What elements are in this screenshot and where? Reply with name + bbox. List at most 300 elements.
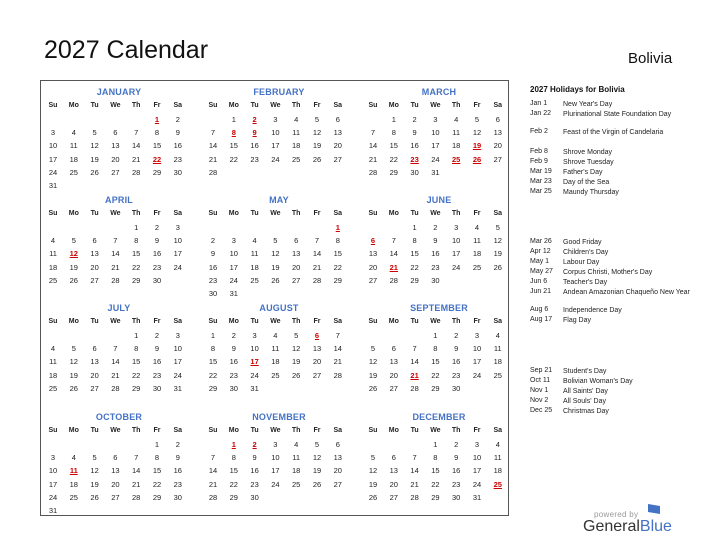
day-cell: 30	[208, 289, 218, 298]
day-cell: 27	[493, 154, 502, 164]
day-cell: 15	[132, 249, 141, 259]
day-cell: 1	[154, 440, 160, 449]
weekday-header: Th	[131, 210, 141, 217]
weekday-header: We	[430, 318, 441, 325]
day-cell: 16	[410, 141, 419, 151]
day-cell: 26	[312, 479, 322, 489]
day-cell: 15	[333, 249, 342, 259]
day-cell: 25	[48, 275, 58, 285]
holiday-date: Feb 2	[530, 128, 548, 135]
day-cell: 16	[250, 141, 259, 151]
day-cell: 7	[134, 128, 139, 138]
weekday-header: Su	[208, 427, 218, 434]
weekday-header: Fr	[313, 318, 321, 325]
day-cell: 17	[271, 466, 280, 476]
day-cell: 23	[452, 370, 461, 380]
day-cell: 12	[472, 128, 482, 138]
day-cell: 17	[431, 141, 440, 151]
day-cell: 14	[132, 466, 141, 476]
weekday-header: Th	[291, 210, 301, 217]
day-cell: 24	[271, 154, 280, 164]
weekday-header: Tu	[410, 318, 419, 325]
day-cell: 5	[273, 236, 278, 246]
weekday-header: Fr	[153, 102, 161, 109]
holiday-day-cell: 19	[472, 141, 482, 151]
holiday-name: Shrove Tuesday	[563, 159, 614, 166]
day-cell: 31	[48, 506, 58, 515]
day-cell: 30	[173, 167, 182, 177]
day-cell: 14	[132, 141, 141, 151]
month-name: SEPTEMBER	[410, 303, 468, 313]
day-cell: 13	[493, 128, 502, 138]
day-cell: 4	[495, 331, 500, 340]
day-cell: 10	[271, 453, 280, 463]
day-cell: 10	[431, 128, 440, 138]
weekday-header: Su	[368, 318, 378, 325]
day-cell: 22	[229, 479, 238, 489]
day-cell: 6	[391, 344, 396, 354]
weekday-header: We	[270, 210, 281, 217]
day-cell: 21	[111, 262, 120, 272]
day-cell: 20	[333, 466, 342, 476]
day-cell: 7	[314, 236, 320, 246]
holiday-day-cell: 21	[389, 262, 398, 272]
day-cell: 9	[154, 344, 160, 354]
day-cell: 17	[452, 249, 461, 259]
holiday-day-cell: 12	[69, 249, 78, 259]
weekday-header: Mo	[228, 102, 239, 109]
holiday-day-cell: 2	[252, 440, 257, 449]
day-cell: 19	[90, 479, 99, 489]
day-cell: 3	[474, 331, 480, 340]
weekday-header: Th	[451, 102, 461, 109]
holiday-date: Jan 1	[530, 100, 548, 107]
day-cell: 13	[368, 249, 378, 259]
day-cell: 1	[210, 331, 216, 340]
day-cell: 31	[431, 167, 440, 177]
day-cell: 7	[113, 236, 118, 246]
month-name: NOVEMBER	[252, 412, 306, 422]
day-cell: 29	[208, 383, 218, 393]
day-cell: 17	[48, 479, 58, 489]
day-cell: 24	[472, 370, 482, 380]
holiday-date: Aug 17	[530, 316, 553, 323]
day-cell: 7	[370, 128, 376, 138]
holiday-date: Nov 2	[530, 397, 549, 404]
weekday-header: Tu	[90, 427, 99, 434]
day-cell: 17	[472, 357, 482, 367]
weekday-header: Fr	[313, 210, 321, 217]
day-cell: 8	[433, 453, 438, 463]
weekday-header: Fr	[153, 427, 161, 434]
day-cell: 30	[229, 383, 238, 393]
holiday-day-cell: 25	[452, 154, 461, 164]
day-cell: 3	[50, 453, 56, 463]
weekday-header: Sa	[333, 427, 343, 434]
day-cell: 19	[493, 249, 502, 259]
weekday-header: Mo	[388, 102, 399, 109]
day-cell: 20	[292, 262, 301, 272]
day-cell: 13	[312, 344, 322, 354]
day-cell: 5	[370, 453, 376, 463]
day-cell: 29	[132, 275, 141, 285]
day-cell: 17	[271, 141, 280, 151]
day-cell: 14	[208, 466, 218, 476]
day-cell: 19	[368, 479, 378, 489]
day-cell: 8	[433, 344, 438, 354]
day-cell: 4	[71, 128, 76, 138]
day-cell: 27	[292, 275, 301, 285]
day-cell: 21	[312, 262, 322, 272]
day-cell: 19	[271, 262, 280, 272]
day-cell: 10	[472, 453, 482, 463]
weekday-header: Su	[368, 427, 378, 434]
day-cell: 2	[433, 223, 438, 232]
holiday-date: May 27	[530, 268, 553, 275]
day-cell: 5	[314, 115, 320, 124]
day-cell: 4	[252, 236, 257, 246]
day-cell: 11	[452, 128, 461, 138]
day-cell: 10	[48, 141, 58, 151]
day-cell: 22	[431, 479, 440, 489]
day-cell: 1	[412, 223, 417, 232]
brand-logo[interactable]	[583, 518, 672, 536]
page-title: 2027 Calendar	[44, 36, 209, 64]
day-cell: 26	[368, 383, 378, 393]
day-cell: 15	[431, 357, 440, 367]
day-cell: 16	[431, 249, 440, 259]
weekday-header: Su	[368, 210, 378, 217]
day-cell: 28	[132, 492, 141, 502]
holiday-day-cell: 21	[410, 370, 419, 380]
day-cell: 16	[152, 249, 162, 259]
day-cell: 30	[152, 275, 162, 285]
holiday-date: Jun 21	[530, 288, 552, 295]
holiday-name: Labour Day	[563, 259, 600, 266]
day-cell: 15	[410, 249, 419, 259]
day-cell: 12	[90, 466, 99, 476]
day-cell: 24	[271, 479, 280, 489]
day-cell: 11	[250, 249, 259, 259]
weekday-header: Th	[291, 102, 301, 109]
weekday-header: Th	[131, 427, 141, 434]
day-cell: 11	[292, 128, 301, 138]
day-cell: 9	[252, 453, 257, 463]
day-cell: 18	[452, 141, 461, 151]
day-cell: 4	[273, 331, 278, 340]
day-cell: 6	[113, 128, 118, 138]
weekday-header: Sa	[493, 427, 503, 434]
holiday-name: Independence Day	[563, 307, 622, 314]
day-cell: 8	[210, 344, 216, 354]
day-cell: 22	[333, 262, 342, 272]
day-cell: 28	[410, 383, 419, 393]
day-cell: 4	[71, 453, 76, 463]
day-cell: 29	[410, 275, 419, 285]
day-cell: 28	[410, 492, 419, 502]
day-cell: 23	[173, 154, 182, 164]
day-cell: 8	[134, 236, 139, 246]
holiday-name: Bolivian Woman's Day	[563, 378, 633, 385]
day-cell: 31	[472, 492, 482, 502]
day-cell: 7	[210, 128, 216, 138]
holiday-day-cell: 6	[314, 331, 320, 340]
day-cell: 28	[111, 383, 120, 393]
day-cell: 11	[69, 141, 78, 151]
weekday-header: We	[430, 102, 441, 109]
day-cell: 5	[495, 223, 500, 232]
holiday-name: Teacher's Day	[563, 279, 608, 286]
month-name: DECEMBER	[412, 412, 466, 422]
day-cell: 22	[208, 370, 218, 380]
day-cell: 16	[173, 141, 182, 151]
weekday-header: Th	[451, 318, 461, 325]
day-cell: 21	[208, 479, 218, 489]
day-cell: 6	[113, 453, 118, 463]
day-cell: 2	[454, 440, 459, 449]
day-cell: 29	[152, 492, 162, 502]
day-cell: 14	[410, 357, 419, 367]
day-cell: 20	[389, 370, 398, 380]
holiday-day-cell: 23	[410, 154, 419, 164]
weekday-header: Tu	[90, 102, 99, 109]
weekday-header: Sa	[173, 427, 183, 434]
day-cell: 2	[175, 115, 180, 124]
weekday-header: Fr	[313, 102, 321, 109]
day-cell: 27	[90, 275, 99, 285]
day-cell: 14	[312, 249, 322, 259]
holiday-name: Flag Day	[563, 317, 592, 324]
day-cell: 15	[132, 357, 141, 367]
day-cell: 26	[292, 370, 301, 380]
day-cell: 7	[412, 453, 417, 463]
day-cell: 5	[314, 440, 320, 449]
holiday-date: Mar 23	[530, 178, 552, 185]
day-cell: 29	[431, 383, 440, 393]
weekday-header: Mo	[388, 427, 399, 434]
day-cell: 13	[90, 357, 99, 367]
day-cell: 18	[493, 357, 502, 367]
day-cell: 18	[250, 262, 259, 272]
weekday-header: Fr	[313, 427, 321, 434]
day-cell: 16	[208, 262, 218, 272]
day-cell: 27	[333, 479, 342, 489]
weekday-header: Su	[48, 427, 58, 434]
holiday-date: Aug 6	[530, 306, 549, 313]
weekday-header: Tu	[250, 102, 259, 109]
day-cell: 12	[69, 357, 78, 367]
day-cell: 14	[111, 249, 120, 259]
holiday-name: Christmas Day	[563, 408, 609, 415]
day-cell: 24	[229, 275, 238, 285]
day-cell: 21	[410, 479, 419, 489]
day-cell: 26	[69, 275, 78, 285]
day-cell: 9	[175, 128, 180, 138]
day-cell: 23	[431, 262, 440, 272]
weekday-header: Tu	[410, 427, 419, 434]
holiday-day-cell: 11	[69, 466, 78, 476]
day-cell: 18	[48, 262, 58, 272]
day-cell: 3	[454, 223, 459, 232]
holiday-name: New Year's Day	[563, 101, 613, 108]
day-cell: 10	[250, 344, 259, 354]
month-name: JANUARY	[96, 87, 142, 97]
weekday-header: Su	[208, 318, 218, 325]
day-cell: 7	[113, 344, 118, 354]
weekday-header: Su	[48, 102, 58, 109]
weekday-header: Sa	[333, 318, 343, 325]
day-cell: 7	[335, 331, 340, 340]
day-cell: 6	[335, 440, 340, 449]
holiday-name: Father's Day	[563, 169, 603, 176]
day-cell: 27	[90, 383, 99, 393]
day-cell: 2	[454, 331, 459, 340]
day-cell: 3	[273, 115, 278, 124]
day-cell: 3	[175, 331, 180, 340]
holiday-date: Feb 8	[530, 148, 548, 155]
holiday-day-cell: 6	[370, 236, 376, 246]
day-cell: 31	[173, 383, 182, 393]
day-cell: 27	[111, 492, 120, 502]
day-cell: 4	[454, 115, 459, 124]
day-cell: 27	[389, 492, 398, 502]
flag-logo-icon	[648, 504, 660, 514]
month-name: JUNE	[426, 195, 452, 205]
day-cell: 29	[431, 492, 440, 502]
day-cell: 12	[271, 249, 280, 259]
day-cell: 24	[452, 262, 461, 272]
weekday-header: Mo	[68, 210, 79, 217]
day-cell: 25	[292, 154, 301, 164]
day-cell: 1	[391, 115, 396, 124]
day-cell: 24	[48, 492, 58, 502]
day-cell: 31	[48, 181, 58, 190]
holiday-day-cell: 1	[154, 115, 160, 124]
day-cell: 5	[71, 344, 76, 354]
weekday-header: Mo	[228, 427, 239, 434]
day-cell: 10	[271, 128, 280, 138]
day-cell: 19	[292, 357, 301, 367]
weekday-header: Th	[291, 427, 301, 434]
day-cell: 30	[452, 383, 461, 393]
month-name: JULY	[107, 303, 131, 313]
day-cell: 25	[69, 167, 78, 177]
day-cell: 22	[431, 370, 440, 380]
weekday-header: Fr	[153, 210, 161, 217]
day-cell: 7	[134, 453, 139, 463]
day-cell: 2	[175, 440, 180, 449]
holiday-day-cell: 1	[335, 223, 340, 232]
day-cell: 13	[111, 466, 120, 476]
weekday-header: We	[110, 427, 121, 434]
day-cell: 26	[312, 154, 322, 164]
day-cell: 26	[493, 262, 502, 272]
day-cell: 14	[208, 141, 218, 151]
day-cell: 20	[312, 357, 322, 367]
weekday-header: Mo	[68, 318, 79, 325]
day-cell: 18	[48, 370, 58, 380]
day-cell: 10	[173, 344, 182, 354]
day-cell: 16	[452, 357, 461, 367]
day-cell: 2	[412, 115, 417, 124]
day-cell: 16	[173, 466, 182, 476]
day-cell: 28	[208, 492, 218, 502]
day-cell: 25	[48, 383, 58, 393]
weekday-header: Mo	[388, 318, 399, 325]
day-cell: 11	[493, 453, 502, 463]
weekday-header: We	[110, 102, 121, 109]
weekday-header: Sa	[173, 102, 183, 109]
brand-general: General	[583, 518, 640, 535]
weekday-header: Sa	[493, 210, 503, 217]
day-cell: 22	[410, 262, 419, 272]
day-cell: 11	[292, 453, 301, 463]
day-cell: 4	[294, 115, 299, 124]
day-cell: 9	[210, 249, 216, 259]
day-cell: 12	[493, 236, 502, 246]
month-name: APRIL	[105, 195, 133, 205]
day-cell: 24	[431, 154, 440, 164]
weekday-header: Th	[451, 427, 461, 434]
day-cell: 23	[250, 479, 259, 489]
day-cell: 24	[173, 262, 182, 272]
day-cell: 31	[250, 383, 259, 393]
day-cell: 20	[389, 479, 398, 489]
day-cell: 29	[152, 167, 162, 177]
day-cell: 26	[271, 275, 280, 285]
calendar-grid	[40, 80, 509, 516]
day-cell: 10	[173, 236, 182, 246]
day-cell: 17	[472, 466, 482, 476]
day-cell: 23	[229, 370, 238, 380]
holiday-day-cell: 2	[252, 115, 257, 124]
weekday-header: Sa	[173, 210, 183, 217]
holiday-name: All Saints' Day	[563, 388, 608, 395]
month-name: MARCH	[421, 87, 457, 97]
weekday-header: Su	[48, 318, 58, 325]
weekday-header: We	[430, 427, 441, 434]
day-cell: 10	[48, 466, 58, 476]
day-cell: 30	[250, 492, 259, 502]
day-cell: 30	[410, 167, 419, 177]
day-cell: 23	[173, 479, 182, 489]
day-cell: 12	[90, 141, 99, 151]
day-cell: 9	[454, 453, 459, 463]
day-cell: 13	[333, 128, 342, 138]
day-cell: 2	[210, 236, 216, 246]
day-cell: 18	[69, 479, 78, 489]
day-cell: 12	[312, 128, 322, 138]
holiday-day-cell: 26	[472, 154, 482, 164]
day-cell: 29	[229, 492, 238, 502]
weekday-header: Fr	[473, 427, 481, 434]
weekday-header: Th	[451, 210, 461, 217]
weekday-header: Tu	[250, 427, 259, 434]
day-cell: 11	[49, 249, 57, 259]
month-name: AUGUST	[259, 303, 299, 313]
day-cell: 20	[111, 154, 120, 164]
day-cell: 7	[412, 344, 417, 354]
day-cell: 3	[474, 440, 480, 449]
holiday-day-cell: 1	[231, 440, 236, 449]
day-cell: 27	[389, 383, 398, 393]
holiday-date: Mar 25	[530, 188, 552, 195]
day-cell: 12	[368, 466, 378, 476]
day-cell: 9	[231, 344, 236, 354]
day-cell: 17	[229, 262, 238, 272]
day-cell: 3	[50, 128, 56, 138]
day-cell: 3	[433, 115, 438, 124]
